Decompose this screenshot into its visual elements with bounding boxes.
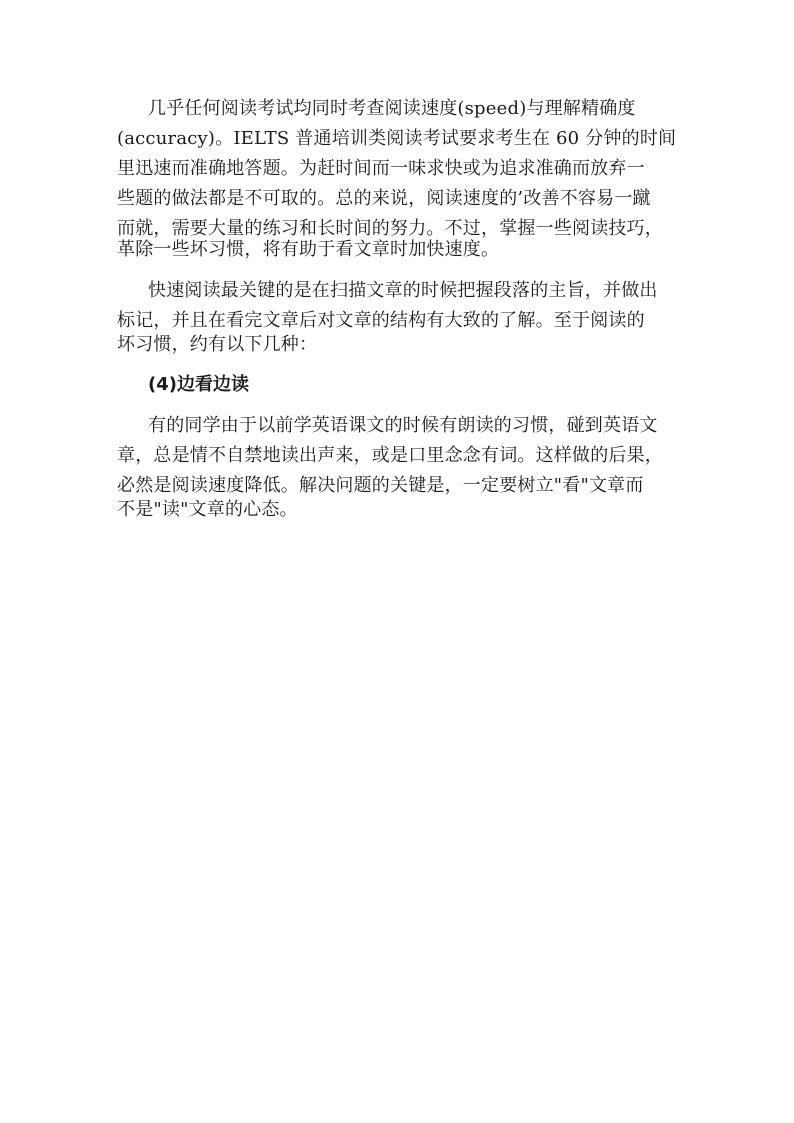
paragraph-1-line-2: (accuracy)。IELTS 普通培训类阅读考试要求考生在 60 分钟的时间	[117, 128, 677, 149]
paragraph-2-line-1: 快速阅读最关键的是在扫描文章的时候把握段落的主旨，并做出	[148, 280, 658, 301]
paragraph-3-line-3: 必然是阅读速度降低。解决问题的关键是，一定要树立"看"文章而	[117, 475, 644, 496]
paragraph-1-line-4: 些题的做法都是不可取的。总的来说，阅读速度的’改善不容易一蹴	[117, 188, 651, 209]
paragraph-1-line-3: 里迅速而准确地答题。为赶时间而一味求快或为追求准确而放弃一	[117, 158, 645, 179]
paragraph-1-line-1: 几乎任何阅读考试均同时考查阅读速度(speed)与理解精确度	[148, 98, 636, 119]
paragraph-1-line-5: 而就，需要大量的练习和长时间的努力。不过，掌握一些阅读技巧，	[117, 218, 663, 239]
paragraph-1-line-6: 革除一些坏习惯，将有助于看文章时加快速度。	[117, 239, 500, 260]
paragraph-3-line-1: 有的同学由于以前学英语课文的时候有朗读的习惯，碰到英语文	[148, 415, 658, 436]
paragraph-2-line-2: 标记，并且在看完文章后对文章的结构有大致的了解。至于阅读的	[117, 310, 645, 331]
section-heading: (4)边看边读	[148, 374, 249, 395]
paragraph-3-line-2: 章，总是情不自禁地读出声来，或是口里念念有词。这样做的后果，	[117, 445, 663, 466]
paragraph-3-line-4: 不是"读"文章的心态。	[117, 499, 298, 520]
paragraph-2-line-3: 坏习惯，约有以下几种：	[117, 334, 318, 355]
